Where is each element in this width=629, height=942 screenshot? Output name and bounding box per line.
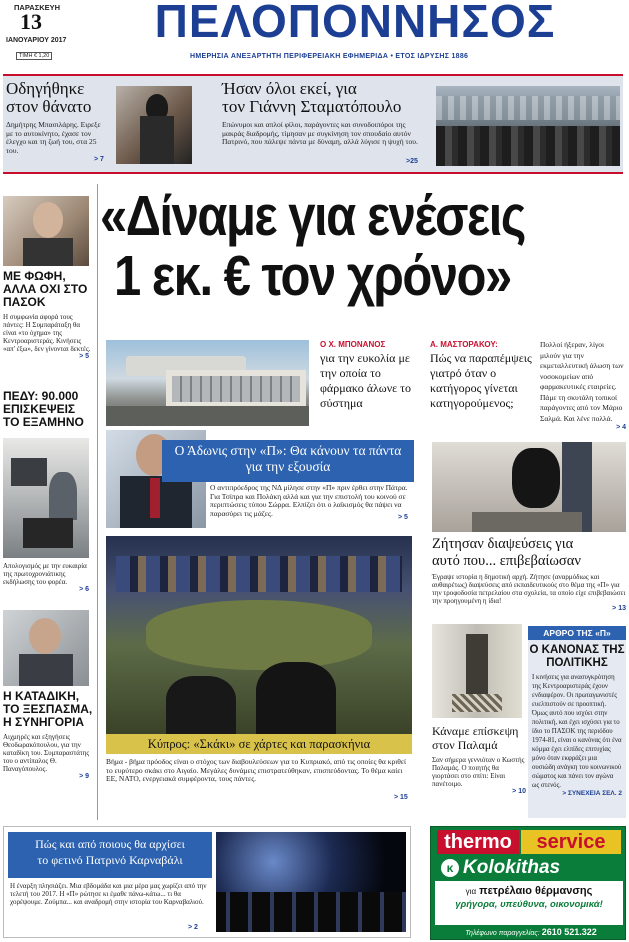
ad-white-panel <box>435 881 623 925</box>
palamas-title: Κάναμε επίσκεψη στον Παλαμά <box>432 724 519 752</box>
cyprus-body: Βήμα - βήμα πρόοδος είναι ο στόχος των διαβουλεύσεων για το Κυπριακό, από τις οποίες θα κριθεί το ευρύτερο σκάκι στο Αιγαίο. Μεγάλες δυνάμεις επιστρατεύθηκαν, επισπεύδοντας. Το θέμα καίει ΕΕ, ΝΑΤΟ, ενεργειακά συμφέροντα, τους πάντες. <box>106 757 406 784</box>
ad-line-2: γρήγορα, υπεύθυνα, οικονομικά! <box>455 899 603 910</box>
mpononos-text: για την ευκολία με την οποία το φάρμακο άλωνε το σύστημα <box>320 351 411 410</box>
masthead <box>0 0 629 70</box>
issue-price: ΤΙΜΗ € 1,20 <box>16 52 52 60</box>
cyprus-caption-bar <box>106 734 412 754</box>
palamas-photo <box>432 624 522 718</box>
zitisan-title-1: Ζήτησαν διαψεύσεις για <box>432 536 574 552</box>
article-body: Ι κινήσεις για ανασυγκρότηση της Κεντροαριστεράς έχουν ενδιαφέρον. Οι πρωταγωνιστές ευελπιστούν σε προοπτική. Όμως αυτό που ισχύει στην πολιτική, και έχει ισχύσει για το ίδιο το ΠΑΣΟΚ της περιόδου 1974-81, είναι ο κανόνας ότι ένα κόμμα έχει ελπίδες επιτυχίας μόνο όταν εκφράζει μια ουσιώδη ανάγκη του κοινωνικού σώματος και πάνει τον αγώνα ως στενός. <box>532 674 622 789</box>
papandreou-story <box>3 270 93 360</box>
palamas-page-ref: > 10 <box>512 788 526 796</box>
cyprus-caption: Κύπρος: «Σκάκι» σε χάρτες και παρασκήνια <box>147 737 371 751</box>
mpononos-name: Ο Χ. ΜΠΟΝΑΝΟΣ <box>320 340 386 349</box>
top-right-page-ref: >25 <box>406 158 418 165</box>
top-left-page-ref: > 7 <box>94 156 104 163</box>
pedy-title: ΠΕΔΥ: 90.000 ΕΠΙΣΚΕΨΕΙΣ ΤΟ ΕΞΑΜΗΝΟ <box>3 389 84 429</box>
palamas-story <box>432 724 526 795</box>
ad-for-label: για <box>465 887 477 896</box>
cyprus-page-ref: > 15 <box>394 794 408 801</box>
carnival-title-bar <box>8 832 212 878</box>
newspaper-title: ΠΕΛΟΠΟΝΝΗΣΟΣ <box>154 0 556 47</box>
katadiki-page-ref: > 9 <box>79 773 89 781</box>
papandreou-page-ref: > 5 <box>79 353 89 361</box>
zitisan-body: Έγραψε ιστορία η δημοτική αρχή. Ζήτησε (αναρμόδιως και αυθαιρέτως) διαψεύσεις από εκπαιδευτικούς στο θέμα της «Π» για την τροφοδοσία πετρελαίου στα σχολεία, τα οποίο είχε επιβεβαιώσει την προηγουμένη η ίδια! <box>432 573 626 606</box>
zitisan-title-2: αυτό που... επιβεβαίωσαν <box>432 553 581 569</box>
papandreou-title: ΜΕ ΦΩΦΗ, ΑΛΛΑ ΟΧΙ ΣΤΟ ΠΑΣΟΚ <box>3 269 88 309</box>
main-headline-line-2: 1 εκ. € τον χρόνο» <box>114 245 511 308</box>
article-header: ΑΡΘΡΟ ΤΗΣ «Π» <box>528 626 626 640</box>
carnival-title-2: το φετινό Πατρινό Καρναβάλι <box>37 853 183 867</box>
mastorakou-text: Πώς να παραπέμψεις γιατρό όταν ο κατήγορος γίνεται κατηγορούμενος; <box>430 351 532 410</box>
ad-company: Kolokithas <box>463 857 561 878</box>
pedy-body-block <box>3 562 93 593</box>
cyprus-photo <box>106 536 412 734</box>
carnival-photo <box>216 832 406 932</box>
right-column-page-ref: > 4 <box>616 424 626 431</box>
ad-phone-row <box>437 927 625 937</box>
mpononos-quote <box>320 340 420 411</box>
top-right-title-1: Ήσαν όλοι εκεί, για <box>222 79 357 98</box>
carnival-body: Η έναρξη πλησιάζει. Μια εβδομάδα και μια μέρα μας χωρίζει από την τελετή του 2017. Η «Π» ρώτησε κι έμαθε πάνω-κάτω... τι θα χορέψουμε. Ζούμπα... και αναδρομή στην ιστορία του Καρναβαλιού. <box>10 882 207 907</box>
article-title: Ο ΚΑΝΟΝΑΣ ΤΗΣ ΠΟΛΙΤΙΚΗΣ <box>529 644 625 669</box>
carnival-body-block <box>10 882 212 931</box>
top-right-photo <box>436 86 620 166</box>
ad-phone: 2610 521.322 <box>541 927 597 937</box>
cyprus-body-block <box>106 757 412 801</box>
ad-brand-service: service <box>521 830 621 854</box>
top-right-title-2: τον Γιάννη Σταματόπουλο <box>222 97 402 116</box>
zitisan-story <box>432 536 626 612</box>
carnival-title-1: Πώς και από ποιους θα αρχίσει <box>35 837 185 851</box>
palamas-body: Σαν σήμερα γεννιόταν ο Κωστής Παλαμάς. Ο ποιητής θα γιορτάσει στο σπίτι: Είναι πανέτοιμο. <box>432 756 525 789</box>
adonis-page-ref: > 5 <box>398 514 408 521</box>
ad-phone-label: Τηλέφωνο παραγγελίας: <box>465 930 540 937</box>
katadiki-body: Αιχμηρές και εξηγήσεις Θεοδωρακόπουλου, για την καταδίκη του. Συμπαραστάτης του ο αντίπαλος Θ. Παναγόπουλος. <box>3 733 90 774</box>
adonis-body: Ο αντιπρόεδρος της ΝΔ μίλησε στην «Π» πριν έρθει στην Πάτρα. Για Τσίπρα και Πολάκη αλλά και για την επιστολή του κοινού σε περιπτώσεις τύπου Σώρρα. Ελπίζει ότι ο λαϊκισμός θα πάψει να παρασύρει τις μάζες. <box>210 483 408 518</box>
main-headline-line-1: «Δίναμε για ενέσεις <box>100 185 525 248</box>
mastorakou-quote <box>430 340 534 411</box>
article-box <box>528 626 626 818</box>
newspaper-subtitle: ΗΜΕΡΗΣΙΑ ΑΝΕΞΑΡΤΗΤΗ ΠΕΡΙΦΕΡΕΙΑΚΗ ΕΦΗΜΕΡΙΔΑ • ΕΤΟΣ ΙΔΡΥΣΗΣ 1886 <box>190 53 469 60</box>
hospital-photo <box>106 340 309 426</box>
pedy-body: Απολογισμός με την ευκαιρία της πρωτοχρονιάτικης εκδήλωσης του φορέα. <box>3 562 87 587</box>
pedy-story <box>3 390 93 429</box>
top-left-title-1: Οδηγήθηκε <box>6 79 85 98</box>
pedy-page-ref: > 6 <box>79 586 89 594</box>
katadiki-photo <box>3 610 89 686</box>
thermo-ad <box>430 826 626 940</box>
carnival-page-ref: > 2 <box>188 924 198 931</box>
pedy-photo <box>3 438 89 558</box>
zitisan-page-ref: > 13 <box>612 605 626 613</box>
top-left-title-2: στον θάνατο <box>6 97 92 116</box>
main-headline <box>100 182 625 312</box>
papandreou-photo <box>3 196 89 266</box>
column-divider <box>97 184 98 820</box>
adonis-title-bar <box>162 440 414 482</box>
katadiki-story <box>3 690 93 780</box>
mastorakou-name: Α. ΜΑΣΤΟΡΑΚΟΥ: <box>430 340 498 349</box>
ad-line-1: πετρέλαιο θέρμανσης <box>479 885 593 897</box>
top-left-photo <box>116 86 192 164</box>
issue-day: ΠΑΡΑΣΚΕΥΗ <box>14 3 61 12</box>
article-page-ref: > ΣΥΝΕΧΕΙΑ ΣΕΛ. 2 <box>562 790 622 797</box>
top-left-body: Δημήτρης Μπασιλάρης. Ειρεξε με το αυτοκίνητο, έχασε τον έλεγχο και τη ζωή του, στα 25 του. <box>6 120 101 155</box>
ad-line-1-wrap <box>435 881 623 897</box>
papandreou-body: Η συμφωνία αφορά τους πάντες: Η Συμπαράταξη θα είναι «το όχημα» της Κεντροαριστεράς. Κινήσεις «απ' έξω», δεν γίνονται δεκτές. <box>3 313 91 354</box>
issue-date-number: 13 <box>20 9 42 34</box>
katadiki-title: Η ΚΑΤΑΔΙΚΗ, ΤΟ ΞΕΣΠΑΣΜΑ, Η ΣΥΝΗΓΟΡΙΑ <box>3 689 93 729</box>
top-right-story <box>222 80 432 172</box>
right-column-story <box>540 340 626 431</box>
ad-company-logo-icon: κ <box>441 859 459 877</box>
right-column-text: Πολλοί ήξεραν, λίγοι μιλούν για την εκμεταλλευτική άλωση των νοσοκομείων από φαρμακευτικές εταιρείες. Πάμε τη σκυτάλη τοπικοί παράγοντες από τον Μάριο Σαλμά. Και λένε πολλά. <box>540 340 624 423</box>
top-right-body: Επώνυμοι και απλοί φίλοι, παράγοντες και συνοδοιπόροι της μακράς διαδρομής, τίμησαν με συγκίνηση τον σπουδαίο αυτόν Πατρινό, που πάλεψε πάντα με δύναμη, αλλά λύγισε η ψυχή του. <box>222 120 418 147</box>
ad-brand-thermo: thermo <box>437 830 519 854</box>
zitisan-photo <box>432 442 626 532</box>
adonis-title: Ο Άδωνις στην «Π»: Θα κάνουν τα πάντα για την εξουσία <box>174 443 402 474</box>
issue-month-year: ΙΑΝΟΥΑΡΙΟΥ 2017 <box>6 37 67 44</box>
adonis-body-block <box>210 484 414 519</box>
